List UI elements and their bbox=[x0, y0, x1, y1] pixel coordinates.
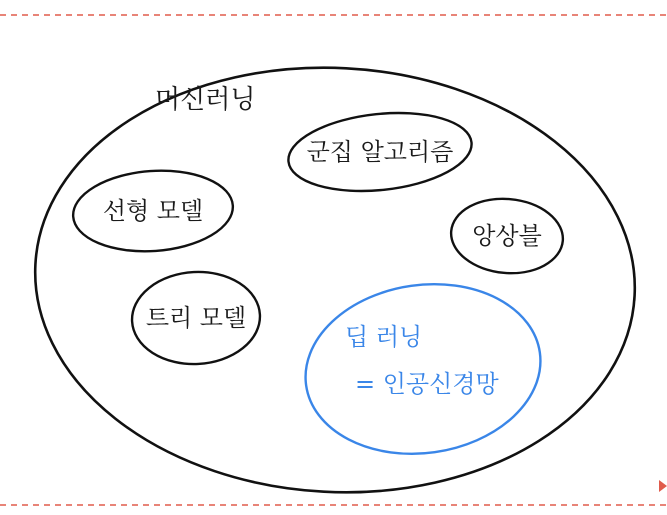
machine-learning-label: 머신러닝 bbox=[155, 85, 256, 115]
right-edge-marker-icon bbox=[659, 480, 667, 492]
clustering-label: 군집 알고리즘 bbox=[306, 138, 454, 166]
ensemble-label: 앙상블 bbox=[472, 222, 542, 250]
deep-learning-ellipse bbox=[294, 269, 551, 468]
neural-network-label: = 인공신경망 bbox=[355, 370, 499, 398]
machine-learning-ellipse bbox=[24, 53, 645, 508]
deep-learning-label: 딥 러닝 bbox=[345, 323, 423, 351]
tree-model-label: 트리 모델 bbox=[145, 304, 247, 332]
linear-model-label: 선형 모델 bbox=[102, 197, 204, 225]
